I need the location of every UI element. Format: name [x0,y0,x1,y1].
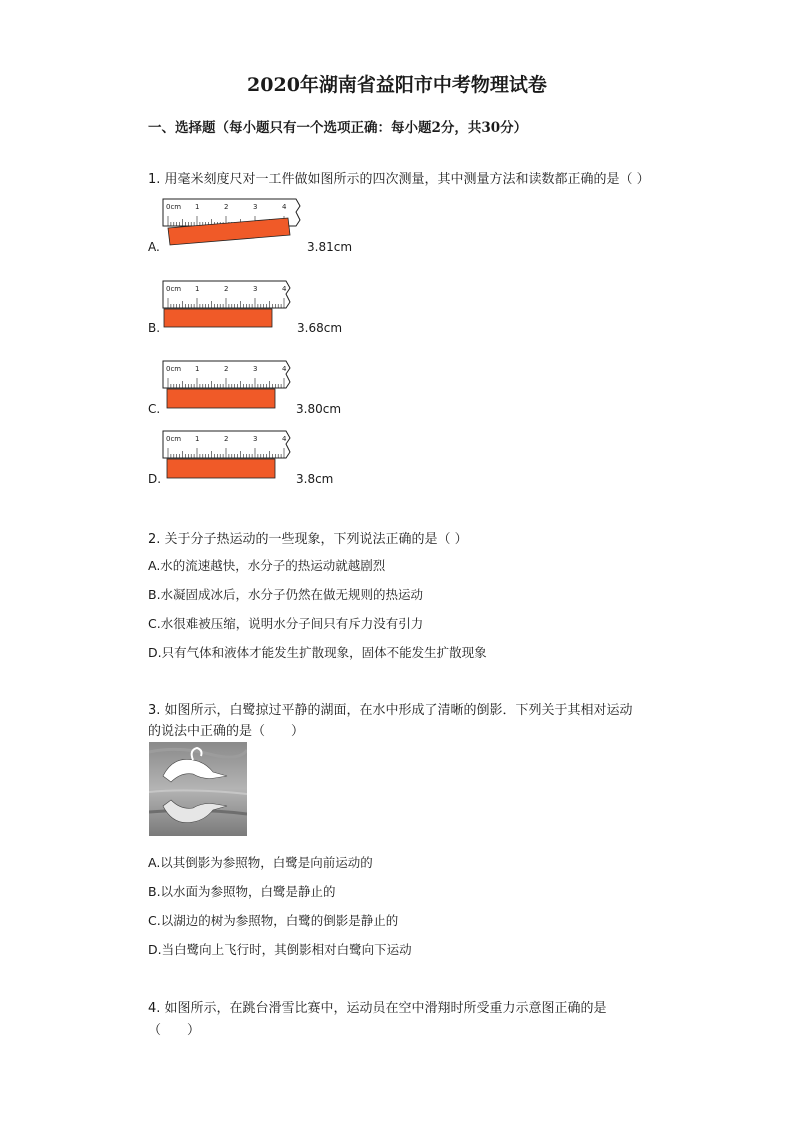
ruler-tick-label: 4 [282,203,287,211]
q2-option-b: B.水凝固成冰后，水分子仍然在做无规则的热运动 [148,587,424,602]
q1-figure-b [162,280,294,330]
workpiece-c [167,389,275,408]
ruler-tick-label: 2 [224,435,229,443]
q2-stem: 2. 关于分子热运动的一些现象，下列说法正确的是（ ） [148,532,468,547]
ruler-tick-label: 0cm [166,435,182,443]
ruler-d [163,431,290,458]
ruler-tick-label: 4 [282,435,287,443]
q1-figure-d [162,430,294,482]
ruler-tick-label: 2 [224,285,229,293]
q3-option-d: D.当白鹭向上飞行时，其倒影相对白鹭向下运动 [148,942,412,957]
ruler-tick-label: 1 [195,365,200,373]
section-heading: 一、选择题（每小题只有一个选项正确：每小题2分，共30分） [148,120,528,136]
ruler-tick-label: 4 [282,285,287,293]
q1-figure-c [162,360,294,410]
option-c-label: C. [148,402,161,416]
q3-option-a: A.以其倒影为参照物，白鹭是向前运动的 [148,855,373,870]
q3-option-b: B.以水面为参照物，白鹭是静止的 [148,884,336,899]
q4-stem-line2: （ ） [148,1023,201,1038]
q1-figure-a [162,198,302,248]
q1-stem: 1. 用毫米刻度尺对一工件做如图所示的四次测量，其中测量方法和读数都正确的是（ ） [148,172,650,187]
option-c-reading: 3.80cm [296,402,342,416]
workpiece-b [164,309,272,327]
option-a-reading: 3.81cm [307,240,353,254]
egret-reflection-photo [149,742,247,836]
option-b-label: B. [148,321,161,335]
q3-stem-line1: 3. 如图所示，白鹭掠过平静的湖面，在水中形成了清晰的倒影．下列关于其相对运动 [148,703,633,718]
option-a-label: A. [148,240,160,254]
page-title: 2020年湖南省益阳市中考物理试卷 [247,74,547,96]
ruler-tick-label: 3 [253,435,258,443]
q3-option-c: C.以湖边的树为参照物，白鹭的倒影是静止的 [148,913,399,928]
ruler-tick-label: 0cm [166,203,182,211]
ruler-tick-label: 1 [195,203,200,211]
ruler-c [163,361,290,388]
ruler-tick-label: 2 [224,203,229,211]
option-d-reading: 3.8cm [296,472,334,486]
ruler-tick-label: 3 [253,365,258,373]
q2-option-d: D.只有气体和液体才能发生扩散现象，固体不能发生扩散现象 [148,645,487,660]
workpiece-d [167,459,275,478]
ruler-tick-label: 0cm [166,365,182,373]
q4-stem-line1: 4. 如图所示，在跳台滑雪比赛中，运动员在空中滑翔时所受重力示意图正确的是 [148,1001,607,1016]
q2-option-a: A.水的流速越快，水分子的热运动就越剧烈 [148,558,386,573]
ruler-tick-label: 1 [195,285,200,293]
q2-option-c: C.水很难被压缩，说明水分子间只有斥力没有引力 [148,616,424,631]
ruler-tick-label: 0cm [166,285,182,293]
ruler-b [163,281,290,308]
ruler-tick-label: 2 [224,365,229,373]
ruler-tick-label: 4 [282,365,287,373]
q3-stem-line2: 的说法中正确的是（ ） [148,724,305,739]
ruler-tick-label: 3 [253,285,258,293]
option-b-reading: 3.68cm [297,321,343,335]
ruler-tick-label: 3 [253,203,258,211]
ruler-tick-label: 1 [195,435,200,443]
option-d-label: D. [148,472,162,486]
